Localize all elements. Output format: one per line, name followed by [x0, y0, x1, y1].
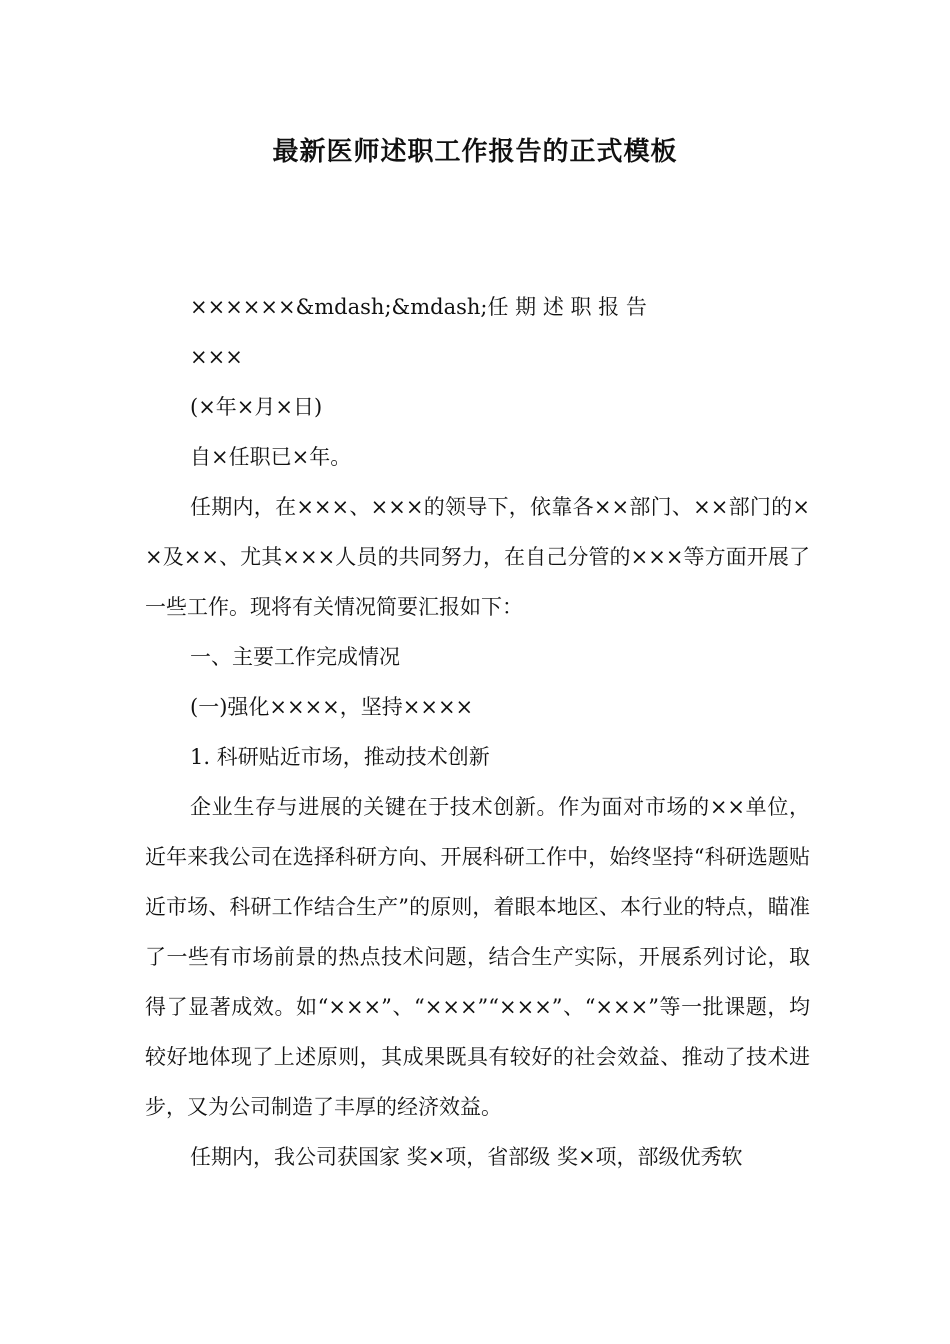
item-heading: 1. 科研贴近市场，推动技术创新 — [190, 745, 490, 769]
document-body — [145, 282, 810, 1182]
document-title: 最新医师述职工作报告的正式模板 — [272, 137, 678, 167]
paragraph-tenure: 自×任职已×年。 — [190, 445, 352, 469]
report-heading-line: ××××××&mdash;&mdash;任 期 述 职 报 告 — [190, 295, 647, 319]
author-line: ××× — [190, 345, 243, 369]
paragraph-intro: 任期内，在×××、×××的领导下，依靠各××部门、××部门的××及××、尤其×××人员的共同努力，在自己分管的×××等方面开展了一些工作。现将有关情况简要汇报如下： — [145, 495, 810, 619]
paragraph-awards: 任期内，我公司获国家 奖×项，省部级 奖×项，部级优秀软 — [190, 1145, 743, 1169]
paragraph-innovation: 企业生存与进展的关键在于技术创新。作为面对市场的××单位，近年来我公司在选择科研方向、开展科研工作中，始终坚持“科研选题贴近市场、科研工作结合生产”的原则，着眼本地区、本行业的特点，瞄准了一些有市场前景的热点技术问题，结合生产实际，开展系列讨论，取得了显著成效。如“×××”、“×××”“×××”、“×××”等一批课题，均较好地体现了上述原则，其成果既具有较好的社会效益、推动了技术进步，又为公司制造了丰厚的经济效益。 — [145, 795, 810, 1119]
subsection-heading: (一)强化××××，坚持×××× — [190, 695, 474, 719]
date-line: (×年×月×日) — [190, 395, 323, 419]
section-heading: 一、主要工作完成情况 — [190, 645, 400, 669]
